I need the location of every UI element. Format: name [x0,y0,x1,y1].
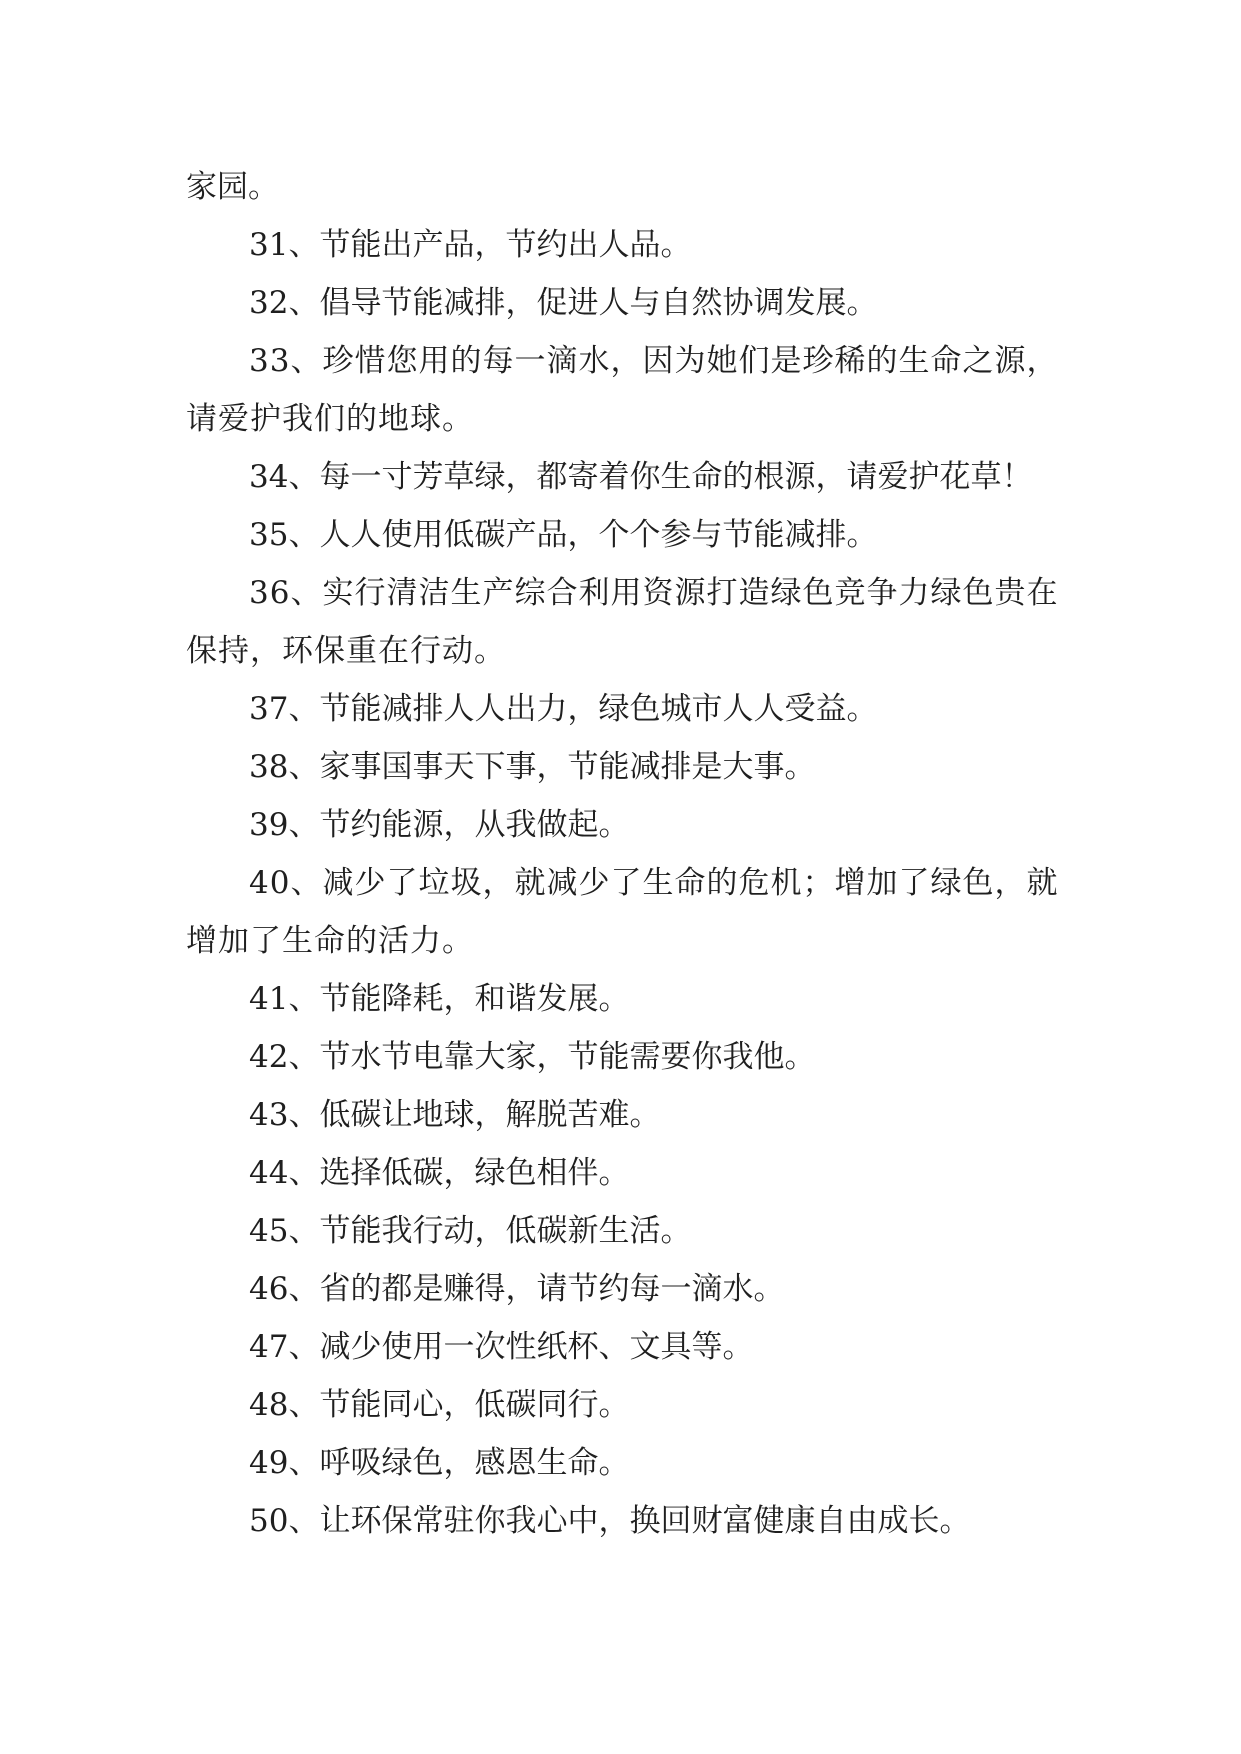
slogan-31: 31、节能出产品，节约出人品。 [249,227,692,263]
slogan-46: 46、省的都是赚得，请节约每一滴水。 [249,1271,785,1307]
slogan-36: 36、实行清洁生产综合利用资源打造绿色竞争力绿色贵在保持，环保重在行动。 [186,575,1059,669]
slogan-44: 44、选择低碳，绿色相伴。 [249,1155,630,1191]
slogan-49: 49、呼吸绿色，感恩生命。 [249,1445,630,1481]
slogan-47: 47、减少使用一次性纸杯、文具等。 [249,1329,754,1365]
paragraph-continuation: 家园。 [186,169,279,205]
slogan-41: 41、节能降耗，和谐发展。 [249,981,630,1017]
slogan-40: 40、减少了垃圾，就减少了生命的危机；增加了绿色，就增加了生命的活力。 [186,865,1059,959]
slogan-34: 34、每一寸芳草绿，都寄着你生命的根源，请爱护花草！ [249,459,1033,495]
slogan-39: 39、节约能源，从我做起。 [249,807,630,843]
slogan-48: 48、节能同心，低碳同行。 [249,1387,630,1423]
slogan-32: 32、倡导节能减排，促进人与自然协调发展。 [249,285,878,321]
slogan-43: 43、低碳让地球，解脱苦难。 [249,1097,661,1133]
document-body [186,158,1066,1550]
slogan-42: 42、节水节电靠大家，节能需要你我他。 [249,1039,816,1075]
slogan-50: 50、让环保常驻你我心中，换回财富健康自由成长。 [249,1503,971,1539]
slogan-45: 45、节能我行动，低碳新生活。 [249,1213,692,1249]
slogan-37: 37、节能减排人人出力，绿色城市人人受益。 [249,691,878,727]
slogan-33: 33、珍惜您用的每一滴水，因为她们是珍稀的生命之源，请爱护我们的地球。 [186,343,1059,437]
slogan-35: 35、人人使用低碳产品，个个参与节能减排。 [249,517,878,553]
slogan-38: 38、家事国事天下事，节能减排是大事。 [249,749,816,785]
